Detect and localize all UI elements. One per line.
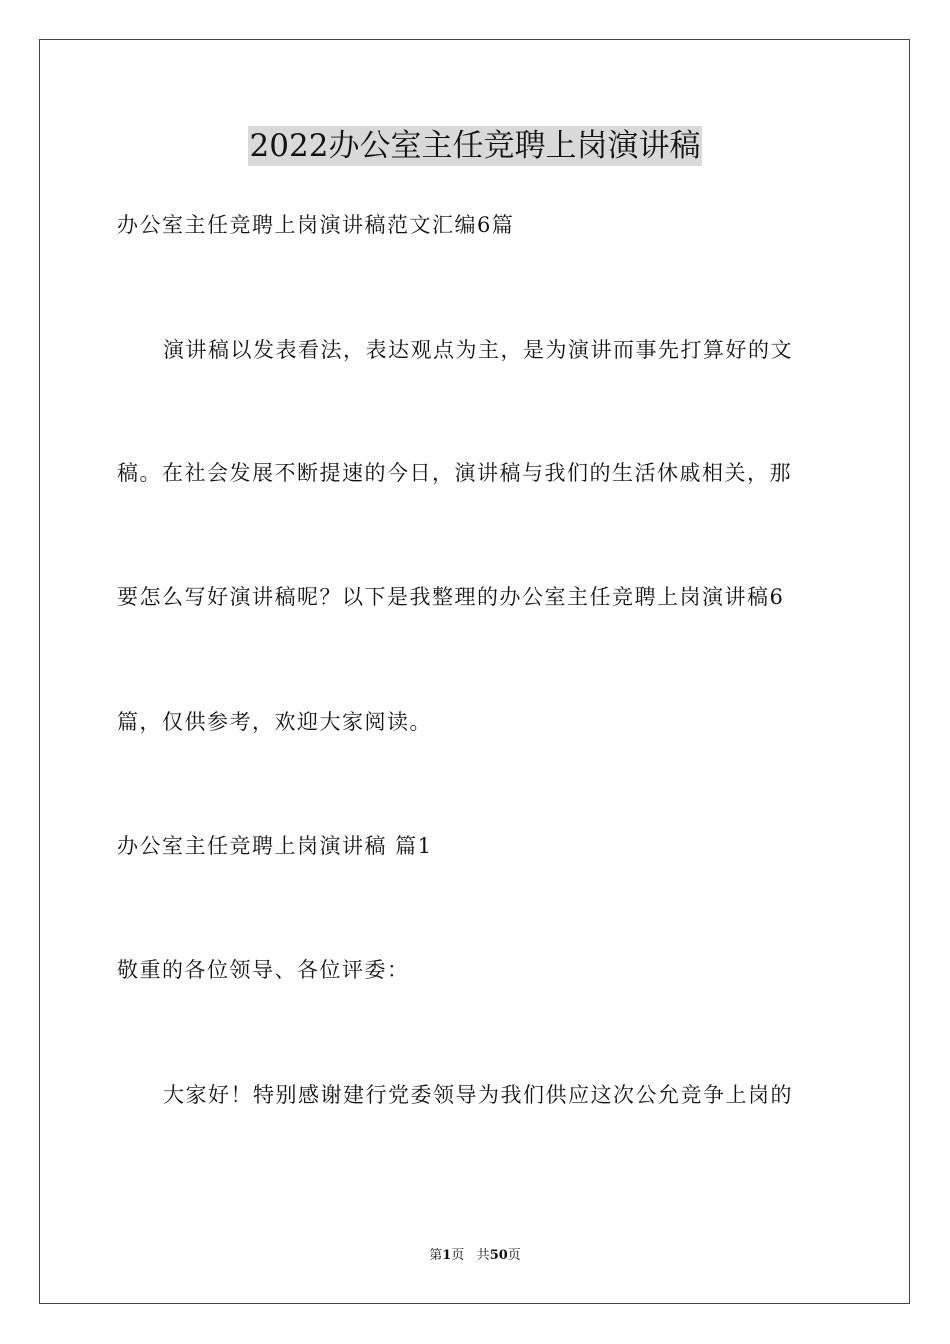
section-heading: 办公室主任竞聘上岗演讲稿 篇1 bbox=[117, 834, 433, 858]
total-pages: 50 bbox=[489, 1248, 508, 1263]
total-suffix: 页 bbox=[507, 1248, 521, 1263]
subtitle-line: 办公室主任竞聘上岗演讲稿范文汇编6篇 bbox=[117, 213, 515, 237]
paragraph-line: 大家好！特别感谢建行党委领导为我们供应这次公允竞争上岗的 bbox=[163, 1083, 793, 1107]
total-prefix: 共 bbox=[476, 1248, 490, 1263]
salutation-line: 敬重的各位领导、各位评委： bbox=[117, 958, 410, 982]
paragraph-line: 稿。在社会发展不断提速的今日，演讲稿与我们的生活休戚相关，那 bbox=[117, 461, 792, 485]
page-number: 1 bbox=[442, 1248, 452, 1263]
title-container bbox=[0, 126, 950, 166]
document-title: 2022办公室主任竞聘上岗演讲稿 bbox=[249, 128, 701, 164]
paragraph-line: 演讲稿以发表看法，表达观点为主，是为演讲而事先打算好的文 bbox=[163, 338, 793, 362]
page-footer bbox=[0, 1248, 950, 1264]
paragraph-line: 篇，仅供参考，欢迎大家阅读。 bbox=[117, 710, 432, 734]
page-suffix: 页 bbox=[451, 1248, 465, 1263]
page-prefix: 第 bbox=[429, 1248, 443, 1263]
paragraph-line: 要怎么写好演讲稿呢？以下是我整理的办公室主任竞聘上岗演讲稿6 bbox=[117, 585, 785, 609]
